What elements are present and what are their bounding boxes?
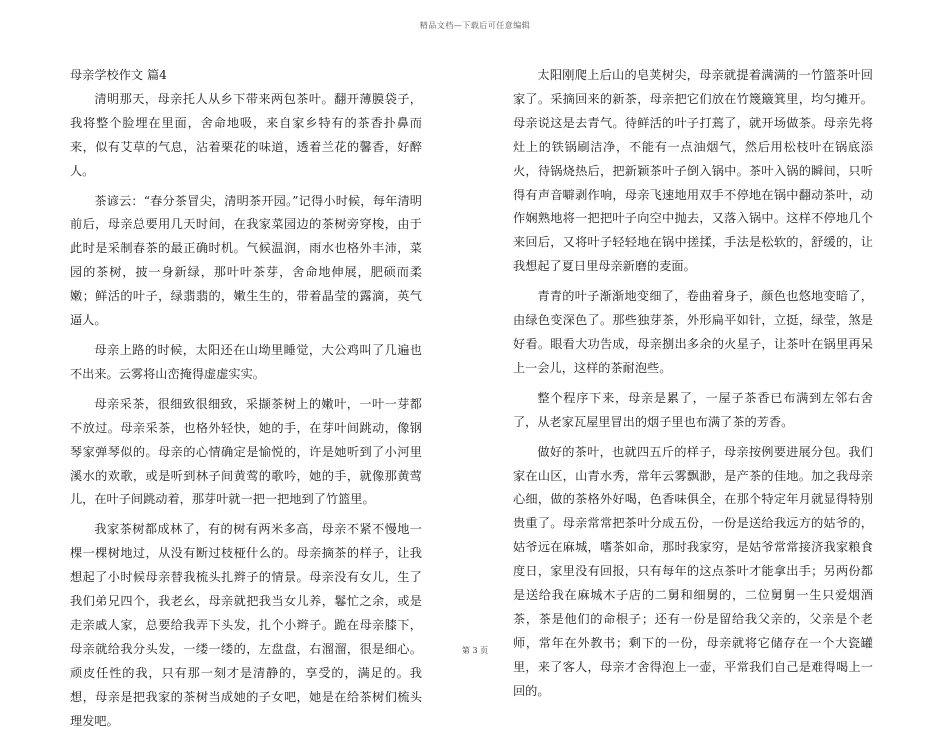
right-column [513,64,873,710]
paragraph: 母亲采茶，很细致很细致，采撷茶树上的嫩叶，一叶一芽都不放过。母亲采茶，也格外轻快，她的手，在芽叶间跳动，像钢琴家弹琴似的。母亲的心情确定是愉悦的，许是她听到了小河里溪水的欢歌，或是听到林子间黄莺的歌吟，她的手，就像那黄莺儿，在叶子间跳动着，那芽叶就一把一把地到了竹篮里。 [70,396,422,507]
paragraph: 茶谚云：“春分茶冒尖，清明茶开园。”记得小时候，每年清明前后，母亲总要用几天时间，在我家菜园边的茶树旁穿梭，由于此时是采制春茶的最正确时机。气候温润，雨水也格外丰沛，菜园的茶树，披一身新绿，那叶叶茶芽，舍命地伸展，肥硕而柔嫩；鲜活的叶子，绿翡翡的，嫩生生的，带着晶莹的露滴，英气逼人。 [70,193,422,328]
paragraph: 母亲上路的时候，太阳还在山坳里睡觉，大公鸡叫了几遍也不出来。云雾将山峦掩得虚虚实实。 [70,342,422,381]
paragraph: 清明那天，母亲托人从乡下带来两包茶叶。翻开薄膜袋子，我将整个脸埋在里面，舍命地吸，来自家乡特有的茶香扑鼻而来，似有艾草的气息，沾着栗花的味道，透着兰花的馨香，好醉人。 [70,91,422,178]
paragraph: 青青的叶子渐渐地变细了，卷曲着身子，颜色也悠地变暗了，由绿色变深色了。那些独芽茶，外形扁平如针，立挺，绿莹，煞是好看。眼看大功告成，母亲捌出多余的火星子，让茶叶在锅里再呆上一会儿，这样的茶耐泡些。 [513,289,873,375]
paragraph: 整个程序下来，母亲是累了，一屋子茶香已布满到左邻右舍了，从老家瓦屋里冒出的烟子里也布满了茶的芳香。 [513,390,873,429]
paragraph: 太阳刚爬上后山的皂荚树尖，母亲就提着满满的一竹篮茶叶回家了。采摘回来的新茶，母亲把它们放在竹篾簸箕里，均匀摊开。母亲说这是去青气。待鲜活的叶子打蔫了，就开场做茶。母亲先将灶上的铁锅刷洁净，不能有一点油烟气，然后用松枝叶在锅底添火，待锅烧热后，把新颖茶叶子倒入锅中。茶叶入锅的瞬间，只听得有声音噼剥作响，母亲飞速地用双手不停地在锅中翻动茶叶，动作娴熟地将一把把叶子向空中抛去，又落入锅中。这样不停地几个来回后，又将叶子轻轻地在锅中搓揉，手法是松软的，舒缓的，让我想起了夏日里母亲新磨的麦面。 [513,68,873,274]
paragraph: 我家茶树都成林了，有的树有两米多高，母亲不紧不慢地一棵一棵树地过，从没有断过枝桠什么的。母亲摘茶的样子，让我想起了小时候母亲替我梳头扎辫子的情景。母亲没有女儿，生了我们弟兄四个，我老幺，母亲就把我当女儿养，鬈忙之余，或是走亲戚人家，总要给我弄下头发，扎个小辫子。跪在母亲膝下，母亲就给我分头发，一缕一缕的，左盘盘，右溜溜，很是细心。顽皮任性的我，只有那一刻才是清静的，享受的，满足的。我想，母亲是把我家的茶树当成她的子女吧，她是在给茶树们梳头理发吧。 [70,522,422,728]
page-number: 第 3 页 [461,646,489,655]
paragraph: 做好的茶叶，也就四五斤的样子，母亲按例要进展分包。我们家在山区，山青水秀，常年云雾飘渺，是产茶的佳地。加之我母亲心细，做的茶格外好喝，色香味俱全，在那个特定年月就显得特别贵重了。母亲常常把茶叶分成五份，一份是送给我远方的姑爷的，姑爷远在麻城，嗜茶如命，那时我家穷，是姑爷常常接济我家粮食度日，家里没有回报，只有每年的这点茶叶才能拿出手；另两份都是送给我在麻城木子店的二舅和细舅的，二位舅舅一生只爱烟酒茶，茶是他们的命根子；还有一份是留给我父亲的，父亲是个老师，常年在外教书；剩下的一份，母亲就将它储存在一个大瓷罐里，来了客人，母亲才舍得泡上一壶，平常我们自己是难得喝上一回的。 [513,444,873,698]
left-column [70,64,422,739]
page-header: 精品文档—下载后可任意编辑 [419,21,531,30]
essay-title: 母亲学校作文 篇4 [70,68,167,82]
